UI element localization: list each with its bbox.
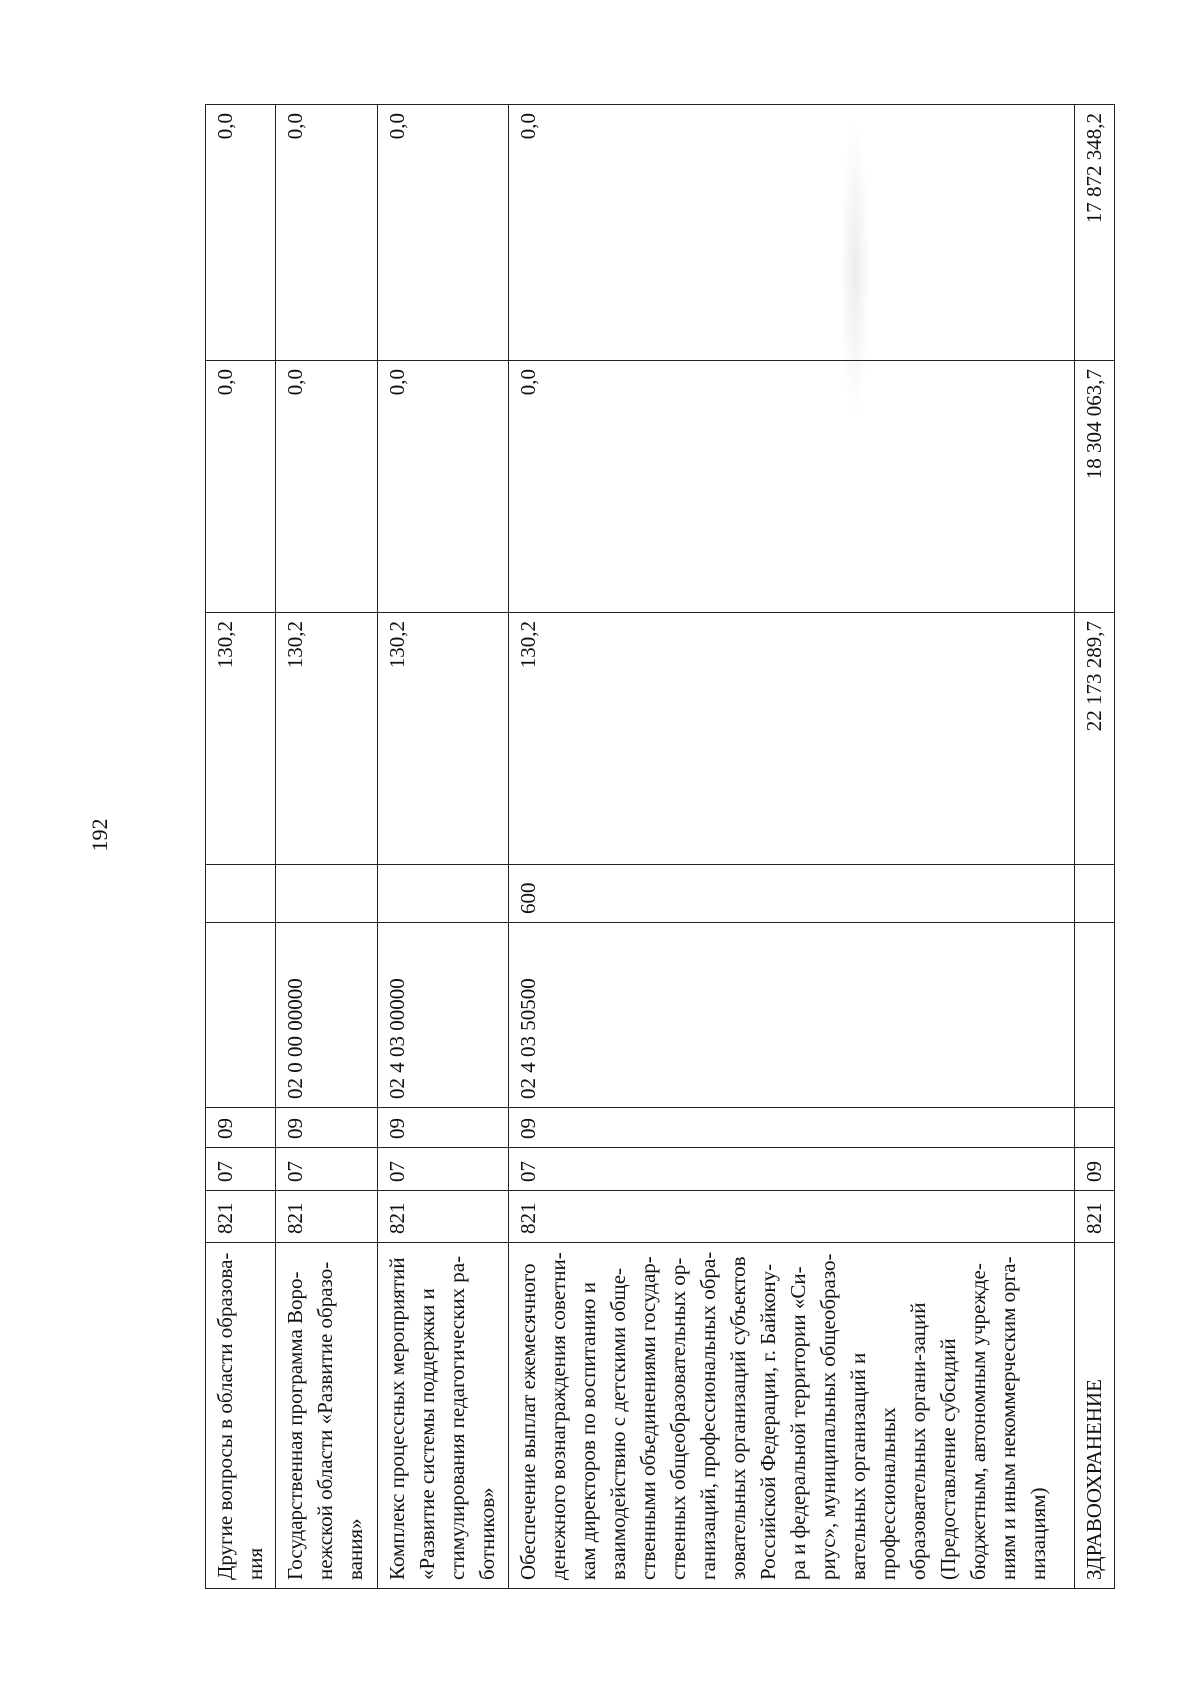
row-name: Государственная программа Воро-нежской области «Развитие образо-вания»	[276, 1243, 377, 1589]
row-sum-2: 0,0	[206, 361, 276, 613]
row-csr: 02 4 03 50500	[509, 923, 1075, 1108]
table-row	[276, 105, 377, 1589]
row-ved: 821	[276, 1191, 377, 1243]
table-row	[377, 105, 509, 1589]
row-csr: 02 4 03 00000	[377, 923, 509, 1108]
row-name: Обеспечение выплат ежемесячного денежного вознаграждения советни-кам директоров по воспитанию и взаимодействию с детскими обще-ственными объединениями государ-ственных общеобразовательных ор-ганизаций, профессиональных обра-зовательных организаций субъектов Российской Федерации, г. Байкону-ра и федеральной территории «Си-риус», муниципальных общеобразо-вательных организаций и профессиональных образовательных органи-заций (Предоставление субсидий бюджетным, автономным учрежде-ниям и иным некоммерческим орга-низациям)	[509, 1243, 1075, 1589]
budget-table	[205, 104, 1115, 1589]
row-sum-3: 0,0	[377, 105, 509, 361]
row-sum-2: 0,0	[276, 361, 377, 613]
row-rz: 07	[206, 1148, 276, 1191]
row-vr	[276, 865, 377, 923]
row-vr: 600	[509, 865, 1075, 923]
row-csr	[206, 923, 276, 1108]
row-name: Другие вопросы в области образова-ния	[206, 1243, 276, 1589]
row-sum-1: 130,2	[377, 613, 509, 865]
row-sum-1: 22 173 289,7	[1075, 613, 1115, 865]
table-row-total	[1075, 105, 1115, 1589]
row-name: ЗДРАВООХРАНЕНИЕ	[1075, 1243, 1115, 1589]
row-name: Комплекс процессных мероприятий «Развитие системы поддержки и стимулирования педагогических ра-ботников»	[377, 1243, 509, 1589]
row-vr	[206, 865, 276, 923]
row-ved: 821	[1075, 1191, 1115, 1243]
row-sum-1: 130,2	[509, 613, 1075, 865]
row-sum-2: 18 304 063,7	[1075, 361, 1115, 613]
page-number: 192	[87, 818, 112, 852]
row-sum-3: 17 872 348,2	[1075, 105, 1115, 361]
row-ved: 821	[377, 1191, 509, 1243]
row-ved: 821	[509, 1191, 1075, 1243]
row-pr: 09	[509, 1108, 1075, 1148]
row-pr: 09	[377, 1108, 509, 1148]
row-sum-1: 130,2	[206, 613, 276, 865]
row-pr: 09	[206, 1108, 276, 1148]
row-ved: 821	[206, 1191, 276, 1243]
row-vr	[377, 865, 509, 923]
row-sum-2: 0,0	[509, 361, 1075, 613]
row-rz: 09	[1075, 1148, 1115, 1191]
table-row	[206, 105, 276, 1589]
row-sum-1: 130,2	[276, 613, 377, 865]
table-row	[509, 105, 1075, 1589]
budget-table-frame	[205, 105, 1115, 1589]
row-vr	[1075, 865, 1115, 923]
row-rz: 07	[276, 1148, 377, 1191]
row-sum-3: 0,0	[276, 105, 377, 361]
scan-smudge	[840, 120, 870, 420]
row-csr	[1075, 923, 1115, 1108]
row-sum-2: 0,0	[377, 361, 509, 613]
row-sum-3: 0,0	[206, 105, 276, 361]
row-rz: 07	[377, 1148, 509, 1191]
row-pr: 09	[276, 1108, 377, 1148]
row-csr: 02 0 00 00000	[276, 923, 377, 1108]
row-pr	[1075, 1108, 1115, 1148]
row-rz: 07	[509, 1148, 1075, 1191]
row-sum-3: 0,0	[509, 105, 1075, 361]
